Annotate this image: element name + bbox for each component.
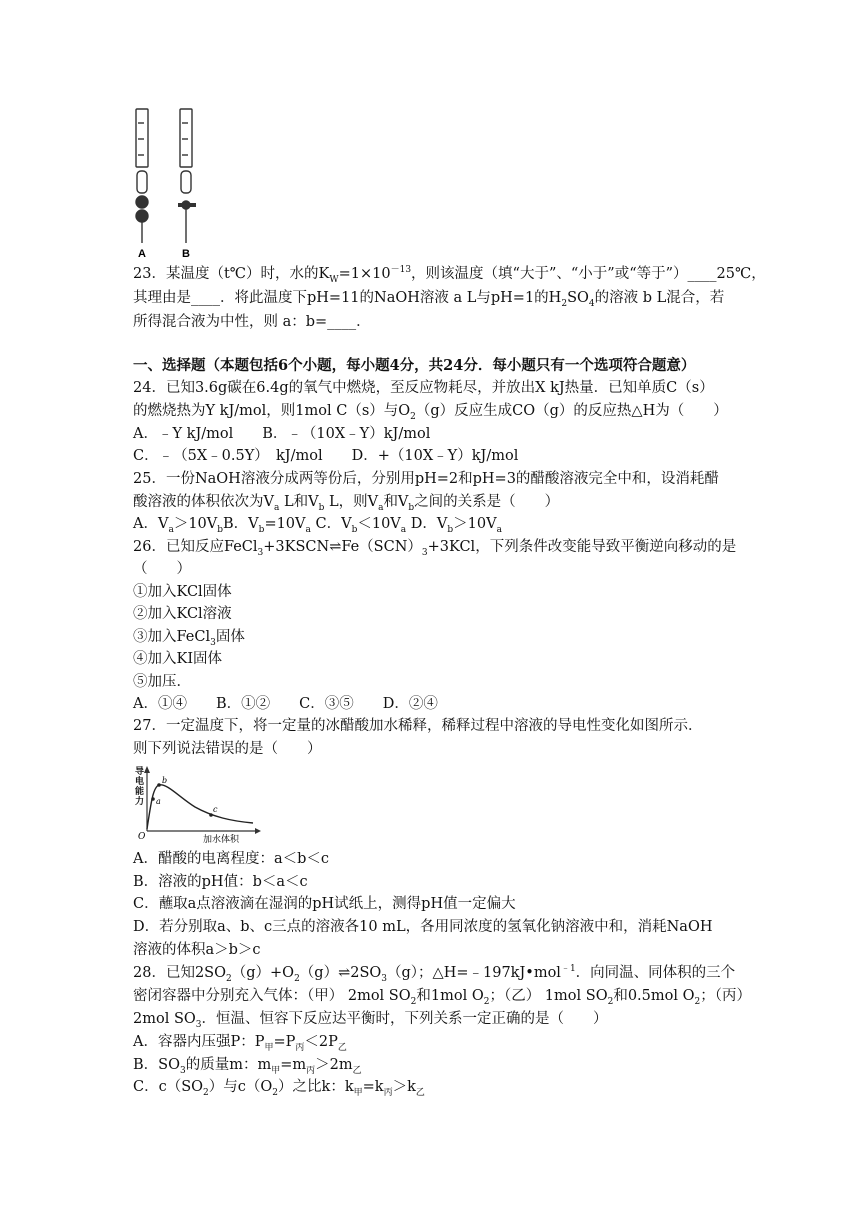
- buret-a: [136, 109, 148, 243]
- origin-label: O: [138, 832, 146, 842]
- point-c-label: c: [213, 805, 218, 814]
- q26-line2: （ ）: [133, 561, 191, 577]
- q27-option-d-line1: D．若分别取a、b、c三点的溶液各10 mL，各用同浓度的氢氧化钠溶液中和，消耗NaOH: [133, 919, 713, 935]
- q25-options: A．$V_a>10V_bB$．$V_b=10V_a$ C．$V_b<10V_a$ D．$V_b>10V_a$: [133, 516, 502, 535]
- point-b-label: b: [162, 776, 168, 785]
- q27-option-b: B．溶液的pH值：b＜a＜c: [133, 874, 308, 890]
- q24-line2: 的燃烧热为Y kJ/mol，则1mol C（s）与$O_2(g)$反应生成CO（g）的反应热△H为（ ）: [133, 403, 728, 422]
- x-axis-arrow-icon: [255, 828, 261, 834]
- q27-line1: 27．一定温度下，将一定量的冰醋酸加水稀释，稀释过程中溶液的导电性变化如图所示．: [133, 718, 703, 734]
- q26-item2: ②加入KCl溶液: [133, 606, 232, 622]
- buret-a-label: A: [138, 248, 146, 260]
- q26-item5: ⑤加压．: [133, 674, 191, 690]
- q24-line1: 24．已知3.6g碳在6.4g的氧气中燃烧，至反应物耗尽，并放出X kJ热量．已知单质C（s）: [133, 380, 714, 396]
- q27-option-d-line2: 溶液的体积a＞b＞c: [133, 942, 261, 958]
- q28-line2: 密闭容器中分别充入气体：（甲） 2mol $SO_2$和1mol $O_2$；（乙） 1mol $SO_2$和0.5mol $O_2$；（丙）: [133, 988, 751, 1007]
- point-b: [157, 783, 161, 787]
- q26-item1: ①加入KCl固体: [133, 584, 232, 600]
- point-a-label: a: [156, 797, 161, 806]
- q23-line3: 所得混合液为中性，则 a：b=____．: [133, 314, 371, 330]
- q27-option-c: C．蘸取a点溶液滴在湿润的pH试纸上，测得pH值一定偏大: [133, 896, 516, 912]
- q25-line2: 酸溶液的体积依次为$V_a$ L和$V_b$ L，则$V_a$和$V_b$之间的关系是（ ）: [133, 494, 560, 513]
- q28-option-a: A．容器内压强P：$P_甲=P_丙<2P_乙$: [133, 1034, 347, 1053]
- y-axis-label: 导电能力: [135, 767, 145, 807]
- buret-figure: [128, 105, 218, 260]
- q27-line2: 则下列说法错误的是（ ）: [133, 741, 322, 757]
- conductivity-curve: [147, 785, 253, 829]
- point-a: [151, 797, 155, 801]
- buret-b-label: B: [182, 248, 190, 260]
- x-axis-label: 加水体积: [203, 835, 240, 843]
- q24-options-cd: C．﹣（5X﹣0.5Y） kJ/mol D．+（10X﹣Y）kJ/mol: [133, 448, 519, 464]
- q28-option-b: B．$SO_3$的质量m：$m_甲=m_丙>2m_乙$: [133, 1057, 362, 1076]
- q25-line1: 25．一份NaOH溶液分成两等份后，分别用pH=2和pH=3的醋酸溶液完全中和，设消耗醋: [133, 471, 719, 487]
- section-heading: 一、选择题（本题包括6个小题，每小题4分，共24分．每小题只有一个选项符合题意）: [133, 357, 696, 374]
- q28-line1: 28．已知$2SO_2(g)+O_2(g)\rightleftharpoons 2SO_3(g)$；△H=﹣197kJ•mol$^{﹣1}$．向同温、同体积的三个: [133, 964, 736, 984]
- q26-item4: ④加入KI固体: [133, 651, 223, 667]
- q24-options-ab: A．﹣Y kJ/mol B．﹣（10X﹣Y）kJ/mol: [133, 426, 431, 442]
- q26-line1: 26．已知反应$FeCl_3+3KSCN\rightleftharpoons Fe(SCN)_3+3KCl$，下列条件改变能导致平衡逆向移动的是: [133, 539, 737, 558]
- q28-option-c: C．$c(SO_2)$与$c(O_2)$之比k：$k_甲=k_丙>k_乙$: [133, 1079, 425, 1098]
- q28-line3: 2mol $SO_3$．恒温、恒容下反应达平衡时，下列关系一定正确的是（ ）: [133, 1011, 608, 1030]
- q26-item3: ③加入FeCl$_3$固体: [133, 629, 245, 648]
- q27-option-a: A．醋酸的电离程度：a＜b＜c: [133, 851, 330, 867]
- q23-line1: 23．某温度（t℃）时，水的$K_W=1\times 10^{-13}$，则该温度（填“大于”、“小于”或“等于”）____25℃，: [133, 265, 766, 285]
- conductivity-graph: [133, 763, 263, 843]
- buret-b: [178, 109, 196, 243]
- q26-options: A．①④ B．①② C．③⑤ D．②④: [133, 696, 438, 712]
- q23-line2: 其理由是____．将此温度下pH=11的NaOH溶液 a L与pH=1的$H_2SO_4$的溶液 b L混合，若: [133, 290, 725, 309]
